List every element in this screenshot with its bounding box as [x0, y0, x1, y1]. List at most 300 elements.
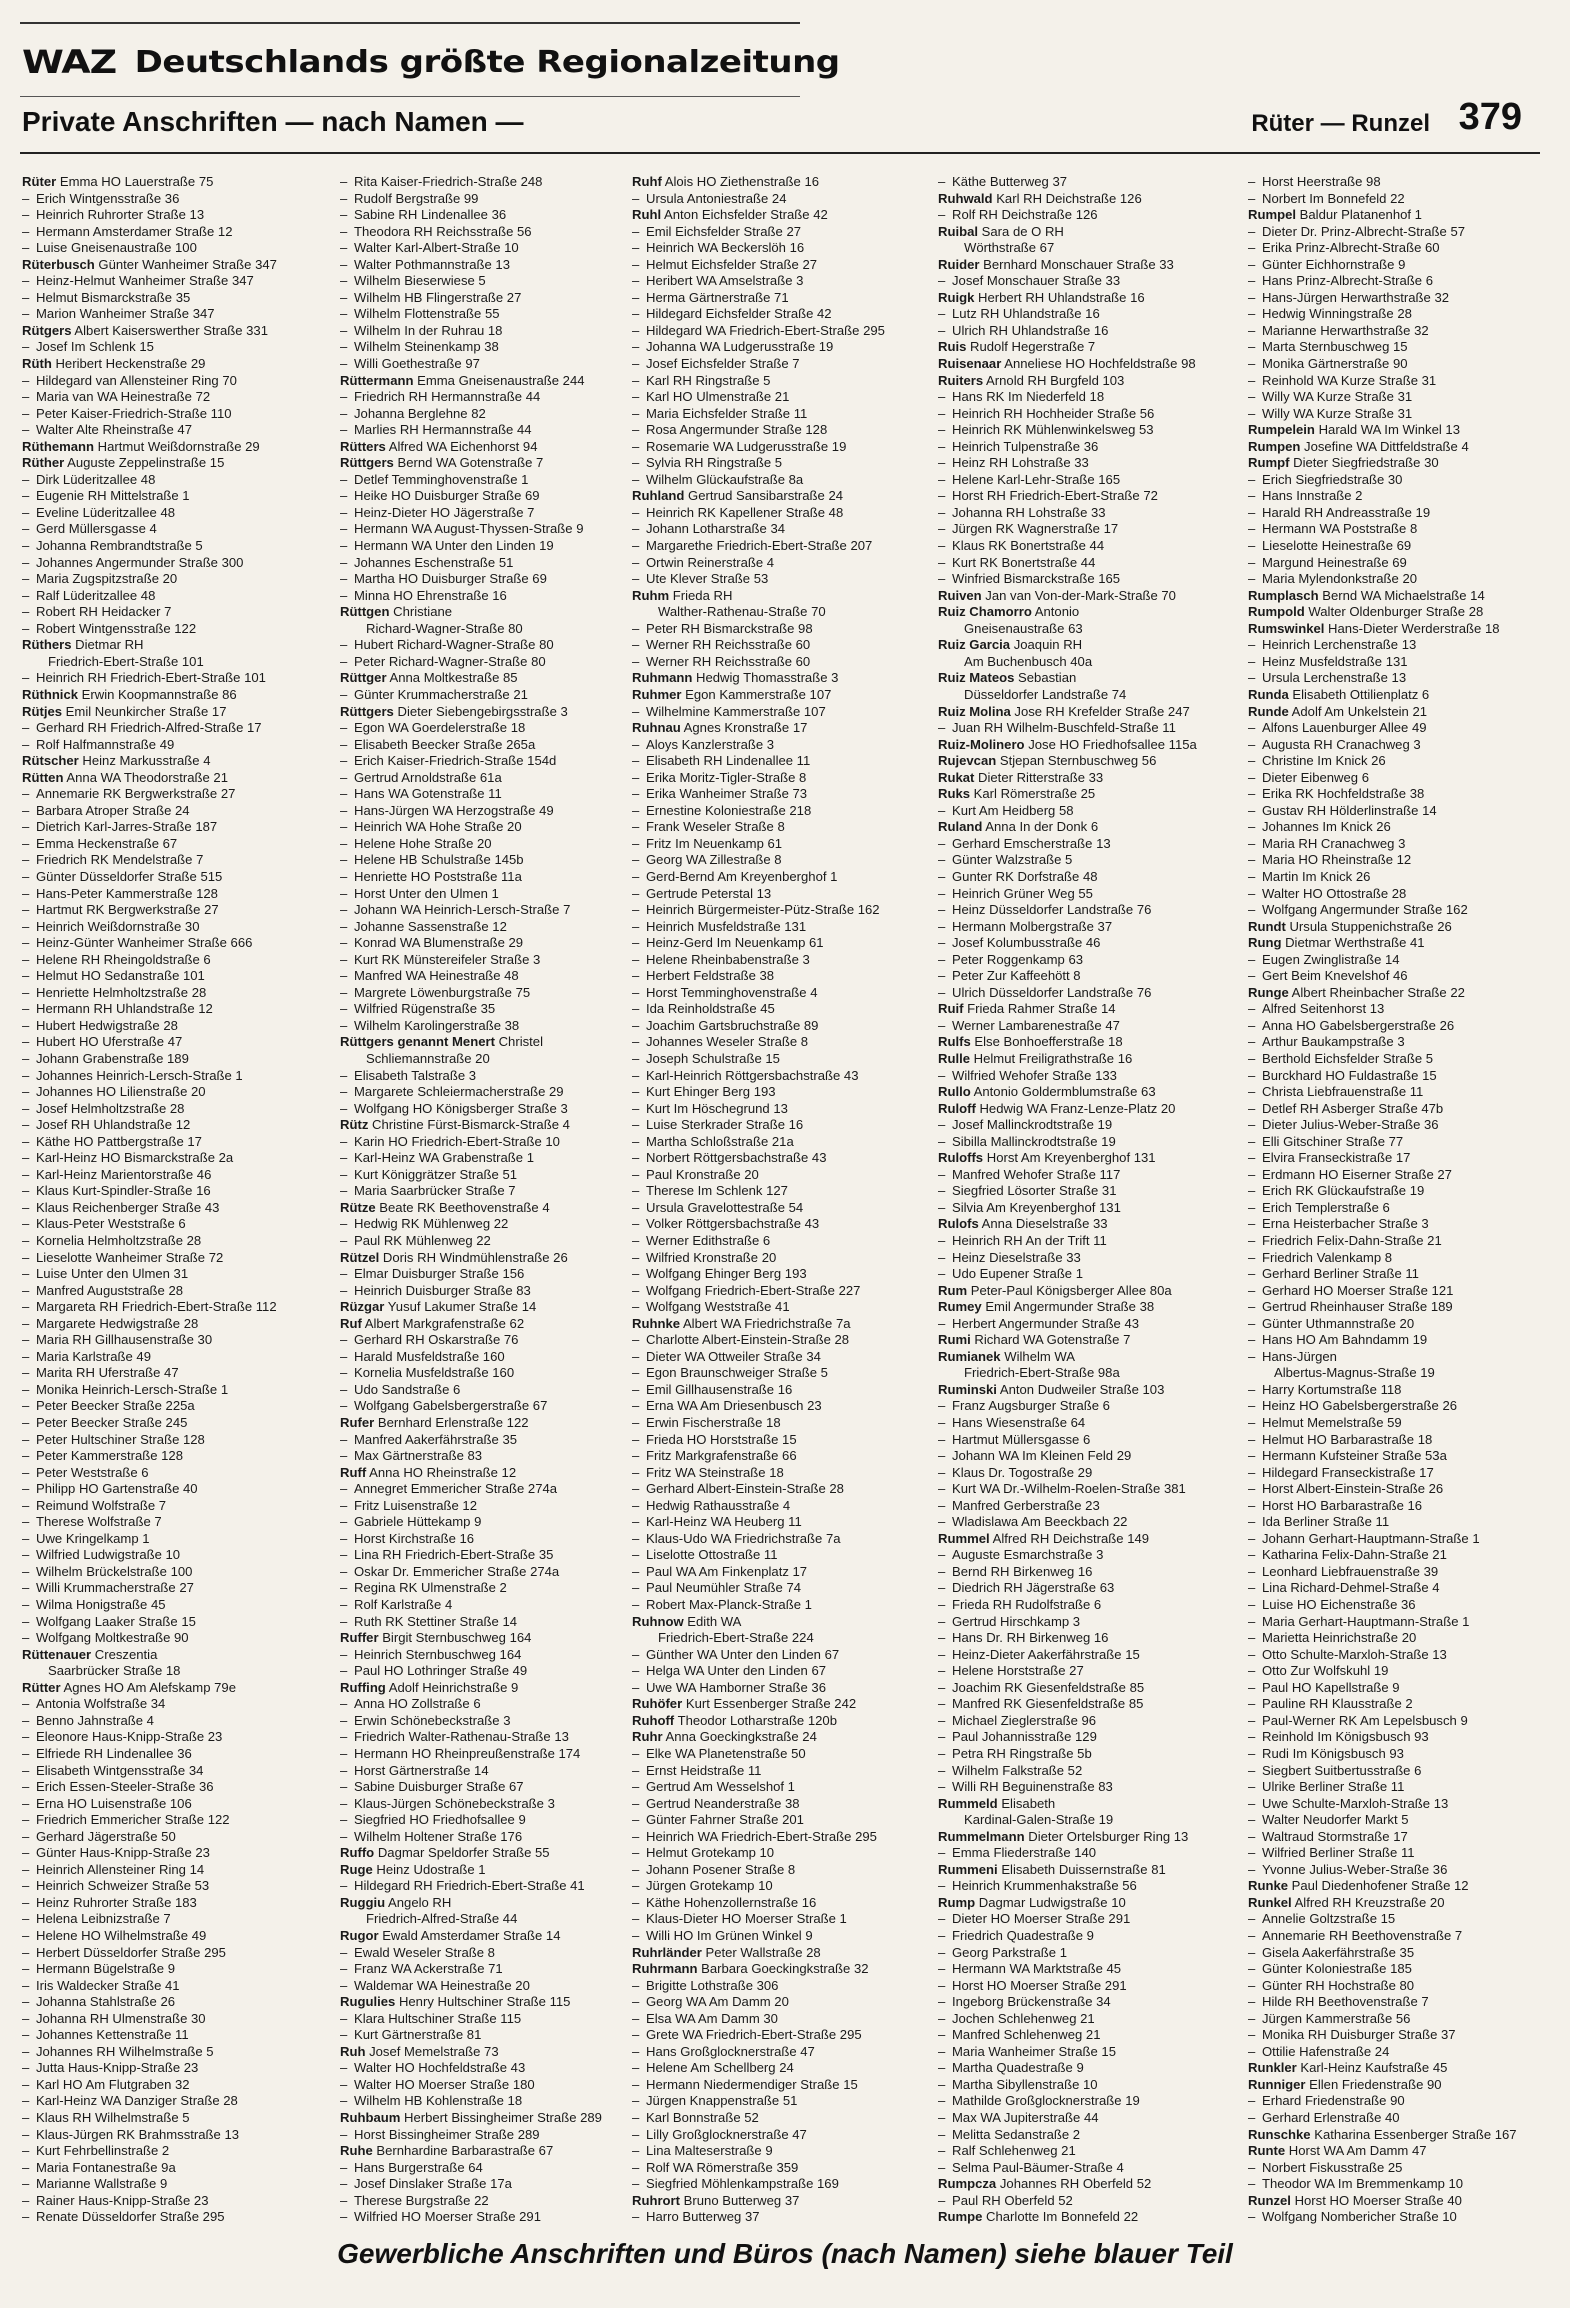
entry-address: Friedrich RK Mendelstraße 7 [36, 852, 204, 868]
ditto-dash: – [1248, 538, 1256, 554]
ditto-dash: – [938, 1712, 946, 1728]
entry-address: Sebastian [1018, 670, 1077, 686]
ditto-dash: – [340, 1266, 348, 1282]
entry-address: Hans-Peter Kammerstraße 128 [36, 885, 218, 901]
entry-address: Hans HO Am Bahndamm 19 [1262, 1332, 1428, 1348]
entry-address: Konrad WA Blumenstraße 29 [354, 935, 524, 951]
ditto-dash: – [632, 356, 640, 372]
entry-surname: Rumplasch [1248, 587, 1319, 603]
entry-address: Reinhold Im Königsbusch 93 [1262, 1729, 1429, 1745]
entry-address: Gustav RH Hölderlinstraße 14 [1262, 802, 1437, 818]
ditto-dash: – [1248, 1961, 1256, 1977]
entry-address: Minna HO Ehrenstraße 16 [354, 587, 507, 603]
entry-address: Walter Oldenburger Straße 28 [1308, 604, 1484, 620]
entry-address: Paul RH Oberfeld 52 [952, 2192, 1073, 2208]
ditto-dash: – [1248, 1679, 1256, 1695]
entry-address: Klaus RH Wilhelmstraße 5 [36, 2109, 190, 2125]
ditto-dash: – [1248, 1861, 1256, 1877]
entry-address: Horst RH Friedrich-Ebert-Straße 72 [952, 488, 1158, 504]
ditto-dash: – [340, 306, 348, 322]
entry-address: Marianne Herwarthstraße 32 [1262, 322, 1429, 338]
ditto-dash: – [938, 1911, 946, 1927]
ditto-dash: – [22, 835, 30, 851]
entry-address: Eugen Zwinglistraße 14 [1262, 951, 1400, 967]
ditto-dash: – [340, 968, 348, 984]
entry-address: Horst Albert-Einstein-Straße 26 [1262, 1481, 1444, 1497]
directory-entry [1248, 1829, 1548, 1846]
entry-address: Ewald Amsterdamer Straße 14 [382, 1927, 561, 1943]
entry-surname: Rumi [938, 1332, 971, 1348]
entry-address: Heinz-Dieter Aakerfährstraße 15 [952, 1646, 1140, 1662]
entry-address: Christel [498, 1034, 543, 1050]
entry-address: Anton Eichsfelder Straße 42 [664, 207, 828, 223]
ditto-dash: – [632, 2143, 640, 2159]
ditto-dash: – [22, 1812, 30, 1828]
entry-address: Wilhelm Falkstraße 52 [952, 1762, 1083, 1778]
ditto-dash: – [632, 868, 640, 884]
ditto-dash: – [340, 1183, 348, 1199]
entry-address: Horst WA Am Damm 47 [1288, 2143, 1427, 2159]
ditto-dash: – [938, 2159, 946, 2175]
entry-address: Kardinal-Galen-Straße 19 [964, 1812, 1114, 1828]
ditto-dash: – [938, 1927, 946, 1943]
entry-address: Eleonore Haus-Knipp-Straße 23 [36, 1729, 223, 1745]
directory-entry [1248, 1961, 1548, 1978]
directory-entry [1248, 2193, 1548, 2210]
ditto-dash: – [632, 802, 640, 818]
ditto-dash: – [22, 554, 30, 570]
entry-surname: Rulle [938, 1050, 971, 1066]
entry-address: Georg WA Zillestraße 8 [646, 852, 782, 868]
entry-address: Willi Goethestraße 97 [354, 356, 480, 372]
ditto-dash: – [938, 1845, 946, 1861]
entry-address: Eveline Lüderitzallee 48 [36, 504, 176, 520]
entry-surname: Ruiters [938, 372, 984, 388]
entry-address: Heinz Düsseldorfer Landstraße 76 [952, 902, 1152, 918]
entry-address: Robert Wintgensstraße 122 [36, 620, 197, 636]
directory-entry [1248, 472, 1548, 489]
ditto-dash: – [340, 2076, 348, 2092]
entry-address: Gabriele Hüttekamp 9 [354, 1514, 482, 1530]
directory-entry [1248, 306, 1548, 323]
entry-address: Kurt Im Höschegrund 13 [646, 1100, 788, 1116]
entry-address: Martha Quadestraße 9 [952, 2060, 1084, 2076]
entry-address: Hermann Bügelstraße 9 [36, 1961, 176, 1977]
entry-surname: Rüthnick [22, 686, 79, 702]
ditto-dash: – [22, 1729, 30, 1745]
ditto-dash: – [1248, 1497, 1256, 1513]
entry-surname: Rufer [340, 1415, 375, 1431]
ditto-dash: – [340, 571, 348, 587]
entry-address: Alfred WA Eichenhorst 94 [388, 438, 538, 454]
entry-address: Erhard Friedenstraße 90 [1262, 2093, 1405, 2109]
ditto-dash: – [340, 521, 348, 537]
ditto-dash: – [938, 1481, 946, 1497]
entry-address: Johannes Kettenstraße 11 [36, 2027, 189, 2043]
directory-entry [1248, 1729, 1548, 1746]
ditto-dash: – [632, 1150, 640, 1166]
ditto-dash: – [632, 504, 640, 520]
entry-surname: Runzel [1248, 2192, 1291, 2208]
ditto-dash: – [22, 223, 30, 239]
ditto-dash: – [632, 306, 640, 322]
ditto-dash: – [632, 1580, 640, 1596]
entry-address: Günter Düsseldorfer Straße 515 [36, 868, 223, 884]
entry-address: Emma Heckenstraße 67 [36, 835, 178, 851]
ditto-dash: – [340, 2010, 348, 2026]
ditto-dash: – [1248, 1646, 1256, 1662]
ditto-dash: – [22, 2209, 30, 2225]
entry-address: Berthold Eichsfelder Straße 5 [1262, 1050, 1434, 1066]
entry-address: Alfred Seitenhorst 13 [1262, 1001, 1385, 1017]
entry-surname: Runge [1248, 984, 1289, 1000]
entry-address: Gerhard Emscherstraße 13 [952, 835, 1111, 851]
entry-address: Peter Kammerstraße 128 [36, 1448, 183, 1464]
entry-address: Sylvia RH Ringstraße 5 [646, 455, 783, 471]
entry-address: Hildegard RH Friedrich-Ebert-Straße 41 [354, 1878, 585, 1894]
entry-address: Lilly Großglocknerstraße 47 [646, 2126, 807, 2142]
entry-address: Emma Fliederstraße 140 [952, 1845, 1097, 1861]
ditto-dash: – [22, 306, 30, 322]
entry-address: Rainer Haus-Knipp-Straße 23 [36, 2192, 209, 2208]
entry-address: Erika Wanheimer Straße 73 [646, 786, 808, 802]
ditto-dash: – [938, 1266, 946, 1282]
entry-address: Fritz WA Steinstraße 18 [646, 1464, 784, 1480]
ditto-dash: – [632, 554, 640, 570]
entry-address: Barbara Atroper Straße 24 [36, 802, 190, 818]
ditto-dash: – [1248, 306, 1256, 322]
entry-address: Christine Fürst-Bismarck-Straße 4 [372, 1117, 570, 1133]
entry-address: Jose RH Krefelder Straße 247 [1014, 703, 1190, 719]
ditto-dash: – [632, 1779, 640, 1795]
ditto-dash: – [22, 2159, 30, 2175]
ditto-dash: – [340, 488, 348, 504]
entry-address: Hans Großglocknerstraße 47 [646, 2043, 815, 2059]
entry-address: Helene Horststraße 27 [952, 1663, 1084, 1679]
ditto-dash: – [340, 1084, 348, 1100]
ditto-dash: – [1248, 1795, 1256, 1811]
directory-entry [1248, 1564, 1548, 1581]
entry-address: Jürgen Kammerstraße 56 [1262, 2010, 1411, 2026]
entry-address: Manfred Schlehenweg 21 [952, 2027, 1101, 2043]
entry-address: Fritz Markgrafenstraße 66 [646, 1448, 797, 1464]
ditto-dash: – [22, 1944, 30, 1960]
ditto-dash: – [340, 2192, 348, 2208]
ditto-dash: – [22, 736, 30, 752]
ditto-dash: – [938, 1183, 946, 1199]
entry-address: Rolf Karlstraße 4 [354, 1597, 453, 1613]
ditto-dash: – [938, 571, 946, 587]
entry-address: Harald WA Im Winkel 13 [1318, 422, 1460, 438]
entry-address: Anna Dieselstraße 33 [981, 1216, 1108, 1232]
entry-address: Sibilla Mallinckrodtstraße 19 [952, 1133, 1116, 1149]
entry-surname: Ruis [938, 339, 967, 355]
entry-address: Iris Waldecker Straße 41 [36, 1977, 180, 1993]
entry-address: Heinrich WA Friedrich-Ebert-Straße 295 [646, 1828, 877, 1844]
directory-entry [1248, 1746, 1548, 1763]
entry-address: Reinhold WA Kurze Straße 31 [1262, 372, 1437, 388]
entry-address: Manfred WA Heinestraße 48 [354, 968, 519, 984]
ditto-dash: – [22, 1266, 30, 1282]
ditto-dash: – [1248, 405, 1256, 421]
ditto-dash: – [22, 1828, 30, 1844]
ditto-dash: – [340, 1696, 348, 1712]
entry-address: Günter Walzstraße 5 [952, 852, 1073, 868]
entry-surname: Rütten [22, 769, 64, 785]
directory-entry [1248, 1796, 1548, 1813]
entry-address: Klaus Kurt-Spindler-Straße 16 [36, 1183, 211, 1199]
entry-address: Helene Rheinbabenstraße 3 [646, 951, 810, 967]
ditto-dash: – [22, 1415, 30, 1431]
entry-address: Elsa WA Am Damm 30 [646, 2010, 778, 2026]
entry-address: Willi Krummacherstraße 27 [36, 1580, 194, 1596]
ditto-dash: – [632, 1084, 640, 1100]
directory-entry [1248, 1779, 1548, 1796]
ditto-dash: – [1248, 1663, 1256, 1679]
entry-address: Henry Hultschiner Straße 115 [398, 1994, 571, 2010]
entry-surname: Ruf [340, 1315, 362, 1331]
entry-address: Rita Kaiser-Friedrich-Straße 248 [354, 174, 543, 189]
directory-entry [1248, 1365, 1548, 1382]
entry-address: Klaus-Jürgen RK Brahmsstraße 13 [36, 2126, 240, 2142]
ditto-dash: – [340, 1745, 348, 1761]
entry-address: Ursula Antoniestraße 24 [646, 190, 787, 206]
directory-entry [1248, 174, 1548, 191]
ditto-dash: – [632, 1199, 640, 1215]
entry-address: Friedrich-Ebert-Straße 98a [964, 1365, 1120, 1381]
ditto-dash: – [938, 273, 946, 289]
ditto-dash: – [340, 1001, 348, 1017]
entry-address: Willi HO Im Grünen Winkel 9 [646, 1927, 813, 1943]
directory-entry [1248, 1101, 1548, 1118]
ditto-dash: – [22, 521, 30, 537]
entry-address: Egon Braunschweiger Straße 5 [646, 1365, 828, 1381]
entry-address: Erika Moritz-Tigler-Straße 8 [646, 769, 807, 785]
ditto-dash: – [632, 1828, 640, 1844]
entry-address: Karl Bonnstraße 52 [646, 2109, 759, 2125]
directory-entry [1248, 1845, 1548, 1862]
ditto-dash: – [632, 1381, 640, 1397]
entry-surname: Ruhrländer [632, 1944, 702, 1960]
entry-surname: Ruhl [632, 207, 662, 223]
ditto-dash: – [632, 1415, 640, 1431]
ditto-dash: – [340, 174, 348, 189]
entry-address: Selma Paul-Bäumer-Straße 4 [952, 2159, 1124, 2175]
ditto-dash: – [22, 802, 30, 818]
ditto-dash: – [22, 1580, 30, 1596]
ditto-dash: – [22, 1563, 30, 1579]
entry-address: Manfred Wehofer Straße 117 [952, 1166, 1121, 1182]
entry-surname: Rummelmann [938, 1828, 1025, 1844]
ditto-dash: – [340, 1216, 348, 1232]
entry-surname: Ruiz Mateos [938, 670, 1015, 686]
entry-address: Friedrich-Ebert-Straße 224 [658, 1630, 814, 1646]
entry-address: Uwe Kringelkamp 1 [36, 1530, 150, 1546]
entry-address: Ida Reinholdstraße 45 [646, 1001, 775, 1017]
ditto-dash: – [340, 2027, 348, 2043]
entry-address: Elli Gitschiner Straße 77 [1262, 1133, 1404, 1149]
entry-address: Emil Angermunder Straße 38 [985, 1299, 1155, 1315]
entry-address: Herma Gärtnerstraße 71 [646, 289, 789, 305]
ditto-dash: – [340, 885, 348, 901]
ditto-dash: – [938, 322, 946, 338]
ditto-dash: – [632, 2010, 640, 2026]
entry-address: Leonhard Liebfrauenstraße 39 [1262, 1563, 1439, 1579]
ditto-dash: – [340, 1448, 348, 1464]
ditto-dash: – [632, 1927, 640, 1943]
entry-surname: Ruhmann [632, 670, 693, 686]
entry-surname: Runke [1248, 1878, 1289, 1894]
ditto-dash: – [340, 1398, 348, 1414]
entry-address: Horst Unter den Ulmen 1 [354, 885, 499, 901]
entry-address: Elke WA Planetenstraße 50 [646, 1745, 806, 1761]
directory-entry [1248, 1547, 1548, 1564]
entry-address: Eugenie RH Mittelstraße 1 [36, 488, 190, 504]
entry-address: Charlotte Albert-Einstein-Straße 28 [646, 1332, 850, 1348]
entry-address: Gertrud Am Wesselshof 1 [646, 1779, 795, 1795]
entry-surname: Rüttgen [340, 604, 390, 620]
ditto-dash: – [22, 951, 30, 967]
ditto-dash: – [1248, 1216, 1256, 1232]
entry-address: Gertrud Rheinhauser Straße 189 [1262, 1299, 1453, 1315]
entry-address: Helene Am Schellberg 24 [646, 2060, 794, 2076]
entry-address: Jochen Schlehenweg 21 [952, 2010, 1095, 2026]
entry-address: Wilhelm In der Ruhrau 18 [354, 322, 503, 338]
top-rule [20, 22, 800, 24]
ditto-dash: – [938, 951, 946, 967]
entry-address: Josefine WA Dittfeldstraße 4 [1304, 438, 1469, 454]
entry-address: Erika Prinz-Albrecht-Straße 60 [1262, 240, 1440, 256]
ditto-dash: – [938, 1729, 946, 1745]
entry-address: Hermann Molbergstraße 37 [952, 918, 1113, 934]
entry-address: Walter HO Ottostraße 28 [1262, 885, 1407, 901]
directory-entry [1248, 720, 1548, 737]
entry-address: Peter-Paul Königsberger Allee 80a [970, 1282, 1172, 1298]
ditto-dash: – [632, 968, 640, 984]
entry-address: Erna HO Luisenstraße 106 [36, 1795, 192, 1811]
ditto-dash: – [1248, 1332, 1256, 1348]
ditto-dash: – [938, 2010, 946, 2026]
ditto-dash: – [1248, 2209, 1256, 2225]
ditto-dash: – [1248, 1514, 1256, 1530]
ditto-dash: – [340, 1481, 348, 1497]
entry-address: Johanna RH Lohstraße 33 [952, 504, 1106, 520]
ditto-dash: – [22, 1961, 30, 1977]
ditto-dash: – [22, 1977, 30, 1993]
directory-entry [1248, 935, 1548, 952]
entry-address: Luise Sterkrader Straße 16 [646, 1117, 804, 1133]
ditto-dash: – [632, 1183, 640, 1199]
ditto-dash: – [938, 852, 946, 868]
directory-entry [1248, 1498, 1548, 1515]
entry-address: Hans-Jürgen WA Herzogstraße 49 [354, 802, 554, 818]
directory-entry [1248, 1216, 1548, 1233]
entry-address: Heinrich Musfeldstraße 131 [646, 918, 807, 934]
ditto-dash: – [22, 2076, 30, 2092]
ditto-dash: – [1248, 2159, 1256, 2175]
ditto-dash: – [340, 1563, 348, 1579]
ditto-dash: – [22, 1481, 30, 1497]
entry-address: Walter HO Moerser Straße 180 [354, 2076, 535, 2092]
ditto-dash: – [632, 819, 640, 835]
ditto-dash: – [632, 918, 640, 934]
entry-address: Adolf Am Unkelstein 21 [1291, 703, 1428, 719]
entry-address: Alfred RH Deichstraße 149 [992, 1530, 1150, 1546]
ditto-dash: – [22, 1431, 30, 1447]
entry-address: Henriette HO Poststraße 11a [354, 868, 522, 884]
entry-address: Norbert Im Bonnefeld 22 [1262, 190, 1405, 206]
entry-address: Karl HO Ulmenstraße 21 [646, 389, 790, 405]
entry-address: Georg Parkstraße 1 [952, 1944, 1067, 1960]
entry-address: Bernhard Erlenstraße 122 [377, 1415, 529, 1431]
entry-address: Heinrich RH An der Trift 11 [952, 1233, 1107, 1248]
directory-entry [1248, 1117, 1548, 1134]
entry-address: Martha Sibyllenstraße 10 [952, 2076, 1098, 2092]
entry-address: Rosa Angermunder Straße 128 [646, 422, 828, 438]
entry-surname: Runkel [1248, 1894, 1292, 1910]
directory-entry [1248, 1911, 1548, 1928]
entry-address: Wolfgang Laaker Straße 15 [36, 1613, 196, 1629]
ditto-dash: – [340, 422, 348, 438]
ditto-dash: – [938, 174, 946, 189]
entry-address: Paul RK Mühlenweg 22 [354, 1233, 491, 1248]
entry-address: Erich Siegfriedstraße 30 [1262, 471, 1403, 487]
ditto-dash: – [632, 1133, 640, 1149]
ditto-dash: – [1248, 1282, 1256, 1298]
ditto-dash: – [340, 389, 348, 405]
entry-address: Gerhard Berliner Straße 11 [1262, 1266, 1419, 1282]
entry-address: Hartmut Weißdornstraße 29 [97, 438, 260, 454]
entry-address: Erich Kaiser-Friedrich-Straße 154d [354, 753, 557, 769]
ditto-dash: – [340, 2159, 348, 2175]
ditto-dash: – [938, 968, 946, 984]
entry-address: Peter Kaiser-Friedrich-Straße 110 [36, 405, 232, 421]
ditto-dash: – [632, 736, 640, 752]
entry-address: Heinrich WA Hohe Straße 20 [354, 819, 522, 835]
entry-address: Karl-Heinz WA Danziger Straße 28 [36, 2093, 238, 2109]
entry-address: Walter Alte Rheinstraße 47 [36, 422, 192, 438]
entry-address: Günter Krummacherstraße 21 [354, 686, 528, 702]
ditto-dash: – [1248, 1100, 1256, 1116]
ditto-dash: – [938, 2192, 946, 2208]
ditto-dash: – [632, 2126, 640, 2142]
ditto-dash: – [938, 902, 946, 918]
entry-surname: Ruhmer [632, 686, 682, 702]
ditto-dash: – [632, 1216, 640, 1232]
entry-address: Anna In der Donk 6 [985, 819, 1099, 835]
entry-address: Ulrich Düsseldorfer Landstraße 76 [952, 984, 1152, 1000]
ditto-dash: – [340, 1017, 348, 1033]
ditto-dash: – [340, 1547, 348, 1563]
ditto-dash: – [938, 1679, 946, 1695]
entry-address: Johann Posener Straße 8 [646, 1861, 796, 1877]
entry-address: Horst HO Moerser Straße 40 [1294, 2192, 1462, 2208]
entry-address: Karl-Heinz Kaufstraße 45 [1300, 2060, 1448, 2076]
entry-address: Yvonne Julius-Weber-Straße 36 [1262, 1861, 1448, 1877]
entry-surname: Rulofs [938, 1216, 979, 1232]
entry-address: Manfred Gerberstraße 23 [952, 1497, 1100, 1513]
ditto-dash: – [1248, 389, 1256, 405]
entry-address: Emil Eichsfelder Straße 27 [646, 223, 802, 239]
ditto-dash: – [632, 620, 640, 636]
entry-address: Johannes Heinrich-Lersch-Straße 1 [36, 1067, 243, 1083]
entry-address: Gertrude Peterstal 13 [646, 885, 772, 901]
entry-address: Wilhelm Brückelstraße 100 [36, 1563, 193, 1579]
entry-surname: Ruider [938, 256, 980, 272]
entry-address: Werner RH Reichsstraße 60 [646, 653, 811, 669]
directory-entry [1248, 1531, 1548, 1548]
ditto-dash: – [938, 1497, 946, 1513]
